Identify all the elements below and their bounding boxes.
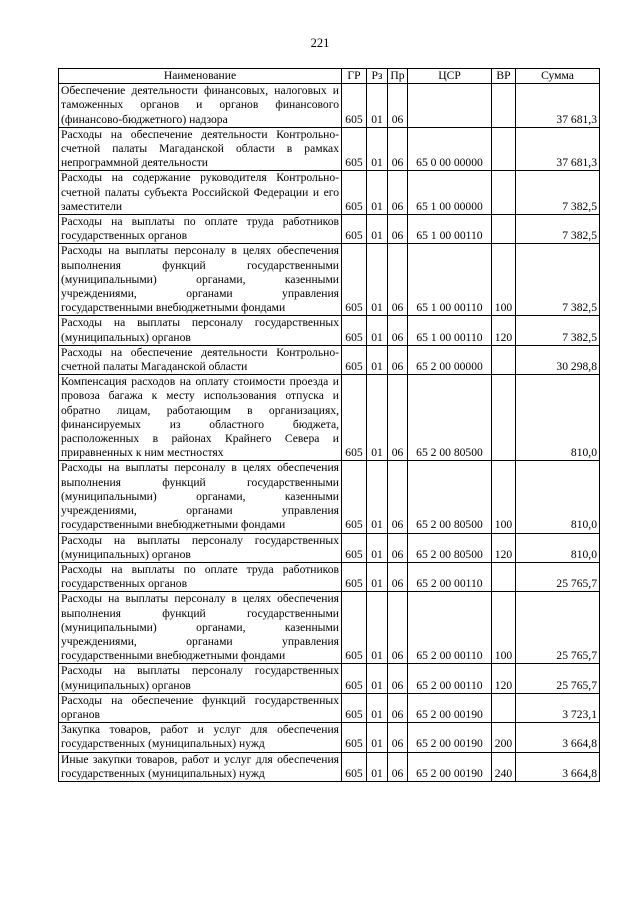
table-row — [59, 562, 600, 591]
table-row — [59, 171, 600, 215]
cell-name: Расходы на обеспечение деятельности Контрольно-счетной палаты Магаданской области — [59, 345, 342, 374]
cell-gr: 605 — [342, 533, 367, 562]
header-sum: Сумма — [516, 69, 600, 84]
cell-pr: 06 — [388, 84, 408, 128]
cell-sum: 810,0 — [516, 461, 600, 533]
cell-gr: 605 — [342, 562, 367, 591]
cell-rz: 01 — [367, 562, 388, 591]
cell-vr — [492, 345, 516, 374]
cell-pr: 06 — [388, 215, 408, 244]
table-row — [59, 533, 600, 562]
cell-csr: 65 1 00 00000 — [408, 171, 492, 215]
cell-gr: 605 — [342, 461, 367, 533]
cell-vr — [492, 127, 516, 171]
header-rz: Рз — [367, 69, 388, 84]
cell-csr: 65 2 00 00190 — [408, 752, 492, 781]
cell-sum: 37 681,3 — [516, 84, 600, 128]
cell-rz: 01 — [367, 693, 388, 722]
cell-csr: 65 1 00 00110 — [408, 244, 492, 316]
cell-gr: 605 — [342, 752, 367, 781]
cell-rz: 01 — [367, 533, 388, 562]
cell-gr: 605 — [342, 215, 367, 244]
table-row — [59, 215, 600, 244]
cell-name: Закупка товаров, работ и услуг для обеспечения государственных (муниципальных) нужд — [59, 723, 342, 752]
cell-rz: 01 — [367, 171, 388, 215]
cell-gr: 605 — [342, 171, 367, 215]
header-vr: ВР — [492, 69, 516, 84]
cell-csr: 65 2 00 00110 — [408, 562, 492, 591]
cell-vr — [492, 562, 516, 591]
table-row — [59, 592, 600, 664]
cell-pr: 06 — [388, 752, 408, 781]
cell-csr: 65 2 00 80500 — [408, 461, 492, 533]
cell-csr: 65 1 00 00110 — [408, 316, 492, 345]
page-number: 221 — [310, 36, 330, 50]
cell-vr — [492, 215, 516, 244]
cell-rz: 01 — [367, 84, 388, 128]
cell-sum: 3 723,1 — [516, 693, 600, 722]
table-header-row — [59, 69, 600, 84]
cell-pr: 06 — [388, 345, 408, 374]
cell-rz: 01 — [367, 316, 388, 345]
cell-csr: 65 2 00 00000 — [408, 345, 492, 374]
cell-sum: 810,0 — [516, 375, 600, 461]
table-row — [59, 316, 600, 345]
cell-sum: 25 765,7 — [516, 664, 600, 693]
cell-name: Расходы на выплаты по оплате труда работников государственных органов — [59, 215, 342, 244]
cell-sum: 37 681,3 — [516, 127, 600, 171]
cell-name: Расходы на обеспечение деятельности Контрольно-счетной палаты Магаданской области в рамках непрограммной деятельности — [59, 127, 342, 171]
cell-rz: 01 — [367, 664, 388, 693]
table-row — [59, 664, 600, 693]
cell-sum: 810,0 — [516, 533, 600, 562]
cell-name: Расходы на выплаты персоналу государственных (муниципальных) органов — [59, 664, 342, 693]
cell-pr: 06 — [388, 723, 408, 752]
cell-gr: 605 — [342, 84, 367, 128]
cell-sum: 7 382,5 — [516, 171, 600, 215]
header-csr: ЦСР — [408, 69, 492, 84]
cell-vr: 120 — [492, 316, 516, 345]
cell-sum: 30 298,8 — [516, 345, 600, 374]
cell-vr: 240 — [492, 752, 516, 781]
table-row — [59, 461, 600, 533]
cell-rz: 01 — [367, 375, 388, 461]
header-pr: Пр — [388, 69, 408, 84]
cell-name: Иные закупки товаров, работ и услуг для обеспечения государственных (муниципальных) нужд — [59, 752, 342, 781]
cell-pr: 06 — [388, 592, 408, 664]
cell-vr — [492, 171, 516, 215]
cell-csr: 65 2 00 80500 — [408, 375, 492, 461]
cell-pr: 06 — [388, 171, 408, 215]
cell-vr: 120 — [492, 664, 516, 693]
cell-name: Компенсация расходов на оплату стоимости проезда и провоза багажа к месту использования отпуска и обратно лицам, работающим в организациях, финансируемых из областного бюджета, расположенных в районах Крайнего Севера и приравненных к ним местностях — [59, 375, 342, 461]
table-row — [59, 752, 600, 781]
cell-pr: 06 — [388, 562, 408, 591]
cell-sum: 25 765,7 — [516, 562, 600, 591]
cell-csr — [408, 84, 492, 128]
cell-vr: 100 — [492, 592, 516, 664]
table-row — [59, 723, 600, 752]
cell-csr: 65 2 00 00190 — [408, 723, 492, 752]
cell-sum: 3 664,8 — [516, 752, 600, 781]
cell-pr: 06 — [388, 316, 408, 345]
cell-vr — [492, 84, 516, 128]
cell-csr: 65 0 00 00000 — [408, 127, 492, 171]
cell-pr: 06 — [388, 533, 408, 562]
cell-name: Расходы на выплаты персоналу в целях обеспечения выполнения функций государственными (муниципальными) органами, казенными учреждениями, органами управления государственными внебюджетными фондами — [59, 592, 342, 664]
table-row — [59, 693, 600, 722]
cell-vr: 120 — [492, 533, 516, 562]
cell-rz: 01 — [367, 752, 388, 781]
cell-csr: 65 1 00 00110 — [408, 215, 492, 244]
cell-name: Расходы на выплаты персоналу в целях обеспечения выполнения функций государственными (муниципальными) органами, казенными учреждениями, органами управления государственными внебюджетными фондами — [59, 244, 342, 316]
cell-sum: 7 382,5 — [516, 215, 600, 244]
cell-csr: 65 2 00 00190 — [408, 693, 492, 722]
cell-name: Расходы на обеспечение функций государственных органов — [59, 693, 342, 722]
cell-csr: 65 2 00 00110 — [408, 592, 492, 664]
cell-gr: 605 — [342, 127, 367, 171]
cell-vr — [492, 375, 516, 461]
table-row — [59, 244, 600, 316]
header-gr: ГР — [342, 69, 367, 84]
table-row — [59, 84, 600, 128]
cell-pr: 06 — [388, 664, 408, 693]
cell-csr: 65 2 00 80500 — [408, 533, 492, 562]
cell-name: Расходы на содержание руководителя Контрольно-счетной палаты субъекта Российской Федерации и его заместители — [59, 171, 342, 215]
cell-rz: 01 — [367, 461, 388, 533]
budget-table — [58, 68, 600, 782]
cell-name: Расходы на выплаты персоналу государственных (муниципальных) органов — [59, 316, 342, 345]
cell-vr: 200 — [492, 723, 516, 752]
cell-gr: 605 — [342, 664, 367, 693]
table-row — [59, 375, 600, 461]
cell-pr: 06 — [388, 375, 408, 461]
cell-gr: 605 — [342, 693, 367, 722]
cell-sum: 7 382,5 — [516, 244, 600, 316]
cell-rz: 01 — [367, 723, 388, 752]
cell-name: Расходы на выплаты персоналу в целях обеспечения выполнения функций государственными (муниципальными) органами, казенными учреждениями, органами управления государственными внебюджетными фондами — [59, 461, 342, 533]
cell-gr: 605 — [342, 592, 367, 664]
table-row — [59, 345, 600, 374]
cell-gr: 605 — [342, 375, 367, 461]
cell-rz: 01 — [367, 127, 388, 171]
cell-pr: 06 — [388, 244, 408, 316]
cell-vr: 100 — [492, 461, 516, 533]
cell-gr: 605 — [342, 345, 367, 374]
table-row — [59, 127, 600, 171]
cell-pr: 06 — [388, 693, 408, 722]
cell-csr: 65 2 00 00110 — [408, 664, 492, 693]
cell-rz: 01 — [367, 215, 388, 244]
cell-gr: 605 — [342, 316, 367, 345]
header-name: Наименование — [59, 69, 342, 84]
cell-rz: 01 — [367, 345, 388, 374]
cell-rz: 01 — [367, 592, 388, 664]
cell-pr: 06 — [388, 461, 408, 533]
cell-name: Обеспечение деятельности финансовых, налоговых и таможенных органов и органов финансового (финансово-бюджетного) надзора — [59, 84, 342, 128]
cell-sum: 7 382,5 — [516, 316, 600, 345]
cell-gr: 605 — [342, 723, 367, 752]
cell-pr: 06 — [388, 127, 408, 171]
cell-sum: 3 664,8 — [516, 723, 600, 752]
cell-vr — [492, 693, 516, 722]
cell-sum: 25 765,7 — [516, 592, 600, 664]
cell-rz: 01 — [367, 244, 388, 316]
cell-name: Расходы на выплаты по оплате труда работников государственных органов — [59, 562, 342, 591]
cell-name: Расходы на выплаты персоналу государственных (муниципальных) органов — [59, 533, 342, 562]
cell-vr: 100 — [492, 244, 516, 316]
cell-gr: 605 — [342, 244, 367, 316]
